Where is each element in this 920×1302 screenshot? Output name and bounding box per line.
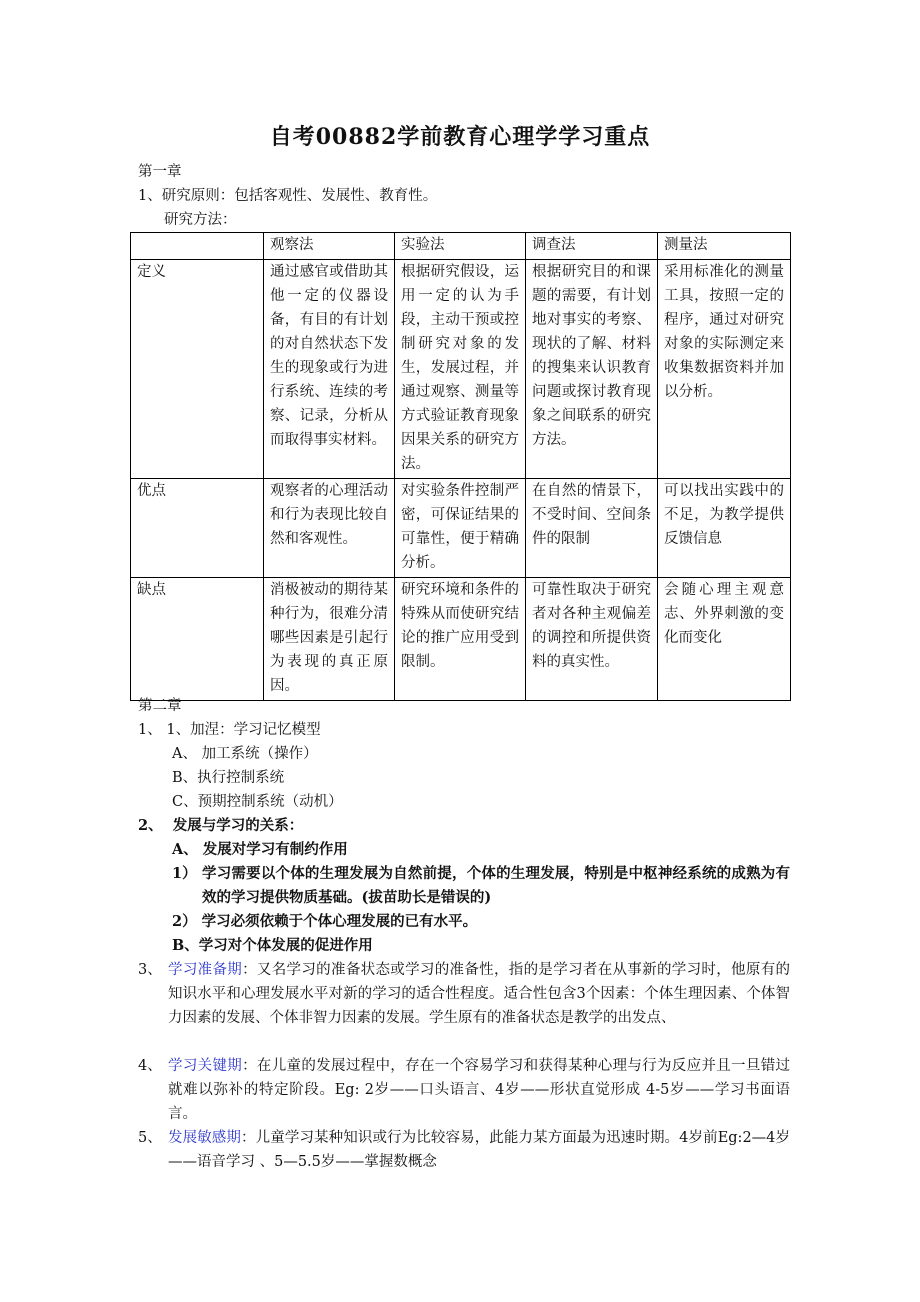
research-methods-table	[130, 232, 791, 701]
point2-number: 2）	[172, 913, 197, 930]
research-methods-label: 研究方法：	[164, 212, 237, 228]
item1-number: 1、	[138, 722, 162, 738]
item5-text: ：儿童学习某种知识或行为比较容易，此能力某方面最为迅速时期。4岁前Eg:2—4岁——语音学习 、5—5.5岁——掌握数概念	[168, 1130, 790, 1170]
item3-term: 学习准备期	[168, 962, 243, 978]
table-cell: 采用标准化的测量工具，按照一定的程序，通过对研究对象的实际测定来收集数据资料并加以分析。	[658, 260, 791, 479]
table-cell: 研究环境和条件的特殊从而使研究结论的推广应用受到限制。	[395, 578, 526, 701]
item1-sub-c: C、预期控制系统（动机）	[172, 794, 343, 810]
row-label: 缺点	[131, 578, 264, 701]
row-label: 优点	[131, 479, 264, 578]
table-cell: 可以找出实践中的不足，为教学提供反馈信息	[658, 479, 791, 578]
item2-number: 2、	[138, 817, 163, 834]
item2-point1	[172, 862, 790, 910]
item3-text: ：又名学习的准备状态或学习的准备性，指的是学习者在从事新的学习时，他原有的知识水平和心理发展水平对新的学习的适合性程度。适合性包含3个因素：个体生理因素、个体智力因素的发展、个体非智力因素的发展。学生原有的准备状态是教学的出发点、	[168, 962, 791, 1026]
item2-sub-a: A、 发展对学习有制约作用	[172, 841, 348, 858]
table-header-cell: 调查法	[526, 233, 658, 260]
table-header-cell: 实验法	[395, 233, 526, 260]
item5-paragraph	[138, 1126, 790, 1174]
table-header-cell	[131, 233, 264, 260]
item1-text: 1、加涅：学习记忆模型	[166, 722, 321, 738]
item2-text: 发展与学习的关系：	[172, 817, 304, 834]
item2-line	[138, 814, 303, 838]
item5-number: 5、	[138, 1130, 162, 1146]
principle-number: 1、	[138, 188, 162, 204]
table-cell: 通过感官或借助其他一定的仪器设备，有目的有计划的对自然状态下发生的现象或行为进行系统、连续的考察、记录，分析从而取得事实材料。	[264, 260, 395, 479]
table-cell: 消极被动的期待某种行为，很难分清哪些因素是引起行为表现的真正原因。	[264, 578, 395, 701]
item3-number: 3、	[138, 962, 162, 978]
chapter1-heading: 第一章	[138, 164, 182, 180]
table-row	[131, 578, 791, 701]
point1-number: 1）	[172, 865, 197, 882]
table-cell: 根据研究目的和课题的需要，有计划地对事实的考察、现状的了解、材料的搜集来认识教育问题或探讨教育现象之间联系的研究方法。	[526, 260, 658, 479]
document-title: 自考00882学前教育心理学学习重点	[269, 124, 651, 150]
table-row	[131, 260, 791, 479]
item4-text: ：在儿童的发展过程中，存在一个容易学习和获得某种心理与行为反应并且一旦错过就难以弥补的特定阶段。Eg: 2岁——口头语言、4岁——形状直觉形成 4-5岁——学习书面语言。	[168, 1058, 791, 1122]
item1-line	[138, 718, 321, 742]
item4-term: 学习关键期	[168, 1058, 243, 1074]
table-cell: 可靠性取决于研究者对各种主观偏差的调控和所提供资料的真实性。	[526, 578, 658, 701]
research-principle	[138, 184, 437, 208]
table-cell: 根据研究假设，运用一定的认为手段，主动干预或控制研究对象的发生，发展过程，并通过观察、测量等方式验证教育现象因果关系的研究方法。	[395, 260, 526, 479]
table-header-cell: 测量法	[658, 233, 791, 260]
table-cell: 对实验条件控制严密，可保证结果的可靠性，便于精确分析。	[395, 479, 526, 578]
item3-paragraph	[138, 958, 790, 1030]
principle-text: 研究原则：包括客观性、发展性、教育性。	[161, 188, 438, 204]
item2-sub-b: B、学习对个体发展的促进作用	[172, 937, 373, 954]
table-header-cell: 观察法	[264, 233, 395, 260]
item5-term: 发展敏感期	[168, 1130, 242, 1146]
table-row	[131, 479, 791, 578]
point2-text: 学习必须依赖于个体心理发展的已有水平。	[201, 913, 478, 930]
row-label: 定义	[131, 260, 264, 479]
point1-text: 学习需要以个体的生理发展为自然前提，个体的生理发展，特别是中枢神经系统的成熟为有效的学习提供物质基础。(拔苗助长是错误的)	[202, 865, 790, 906]
chapter2-heading: 第二章	[138, 698, 182, 714]
item2-point2	[172, 910, 477, 934]
item1-sub-a: A、 加工系统（操作）	[172, 746, 318, 762]
item1-sub-b: B、执行控制系统	[172, 770, 285, 786]
table-cell: 观察者的心理活动和行为表现比较自然和客观性。	[264, 479, 395, 578]
table-cell: 在自然的情景下，不受时间、空间条件的限制	[526, 479, 658, 578]
item4-paragraph	[138, 1054, 790, 1126]
table-cell: 会随心理主观意志、外界刺激的变化而变化	[658, 578, 791, 701]
table-header-row	[131, 233, 791, 260]
item4-number: 4、	[138, 1058, 162, 1074]
